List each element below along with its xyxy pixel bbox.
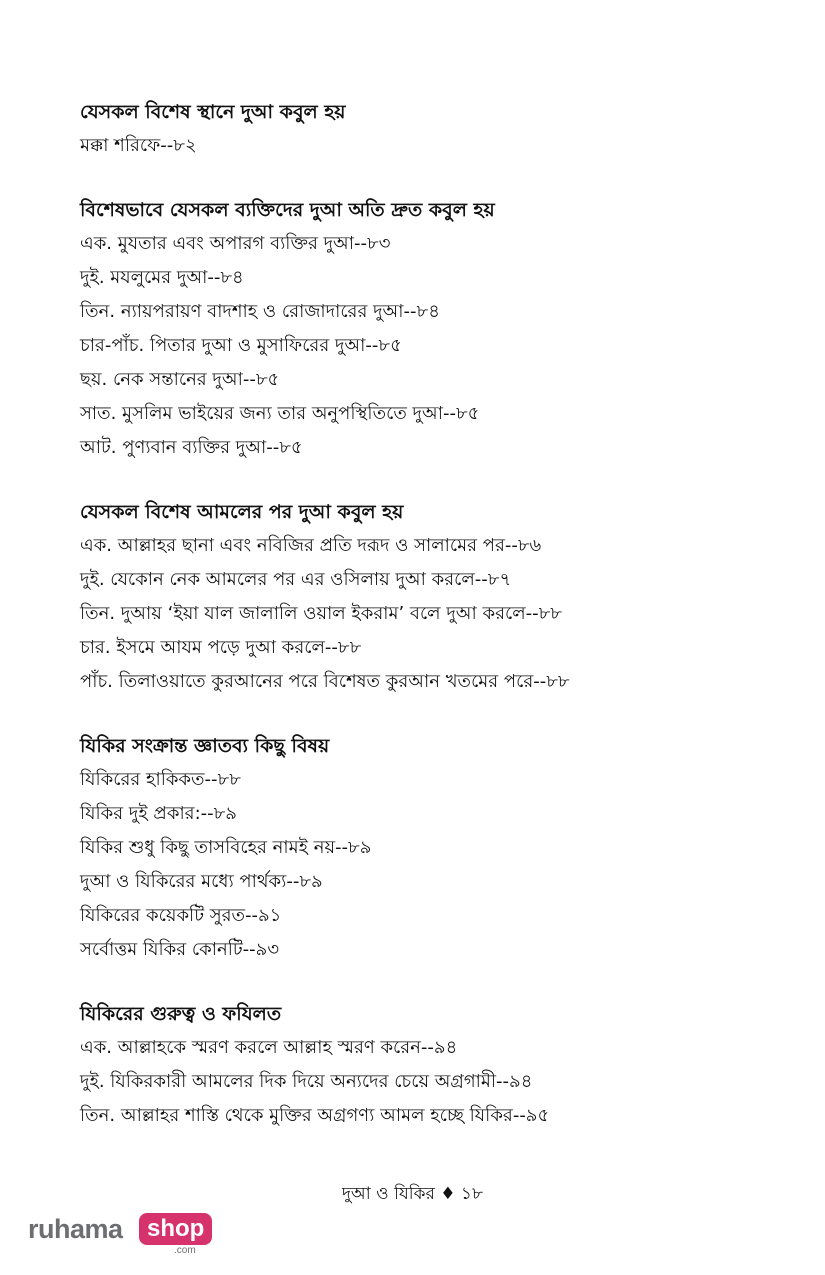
toc-entry: ছয়. নেক সন্তানের দুআ--৮৫	[80, 369, 280, 390]
toc-entry: তিন. ন্যায়পরায়ণ বাদশাহ ও রোজাদারের দুআ--৮৪	[80, 301, 440, 322]
section-heading: যেসকল বিশেষ স্থানে দুআ কবুল হয়	[80, 101, 346, 123]
toc-entry: দুই. যিকিরকারী আমলের দিক দিয়ে অন্যদের চেয়ে অগ্রগামী--৯৪	[80, 1071, 533, 1092]
toc-entry: পাঁচ. তিলাওয়াতে কুরআনের পরে বিশেষত কুরআন খতমের পরে--৮৮	[80, 671, 570, 692]
toc-section	[80, 495, 780, 699]
logo-brand-domain: .com	[174, 1245, 196, 1256]
section-heading: বিশেষভাবে যেসকল ব্যক্তিদের দুআ অতি দ্রুত কবুল হয়	[80, 199, 495, 221]
section-heading: যিকিরের গুরুত্ব ও ফযিলত	[80, 1003, 282, 1025]
page-footer	[0, 1182, 825, 1206]
logo-brand-accent: shop	[139, 1213, 212, 1245]
footer-book-title: দুআ ও যিকির	[342, 1184, 435, 1204]
toc-entry: আট. পুণ্যবান ব্যক্তির দুআ--৮৫	[80, 437, 303, 458]
toc-entry: মক্কা শরিফে--৮২	[80, 135, 197, 156]
toc-entry: যিকিরের হাকিকত--৮৮	[80, 769, 241, 790]
logo-brand-main: ruhama	[28, 1214, 123, 1244]
table-of-contents	[80, 95, 780, 1163]
toc-section	[80, 729, 780, 967]
page-number: ১৮	[460, 1184, 483, 1204]
toc-entry: দুই. মযলুমের দুআ--৮৪	[80, 267, 244, 288]
toc-entry: তিন. আল্লাহর শাস্তি থেকে মুক্তির অগ্রগণ্য আমল হচ্ছে যিকির--৯৫	[80, 1105, 550, 1126]
toc-entry: যিকির শুধু কিছু তাসবিহের নামই নয়--৮৯	[80, 837, 372, 858]
toc-entry: যিকির দুই প্রকার:--৮৯	[80, 803, 237, 824]
section-heading: যিকির সংক্রান্ত জ্ঞাতব্য কিছু বিষয়	[80, 735, 330, 757]
toc-entry: তিন. দুআয় ‘ইয়া যাল জালালি ওয়াল ইকরাম’ বলে দুআ করলে--৮৮	[80, 603, 562, 624]
toc-entry: যিকিরের কয়েকটি সুরত--৯১	[80, 905, 282, 926]
toc-section	[80, 95, 780, 163]
toc-entry: এক. মুযতার এবং অপারগ ব্যক্তির দুআ--৮৩	[80, 233, 391, 254]
toc-entry: দুই. যেকোন নেক আমলের পর এর ওসিলায় দুআ করলে--৮৭	[80, 569, 512, 590]
toc-entry: এক. আল্লাহর ছানা এবং নবিজির প্রতি দরূদ ও সালামের পর--৮৬	[80, 535, 542, 556]
watermark-logo	[28, 1210, 228, 1260]
toc-entry: চার-পাঁচ. পিতার দুআ ও মুসাফিরের দুআ--৮৫	[80, 335, 402, 356]
toc-entry: এক. আল্লাহকে স্মরণ করলে আল্লাহ স্মরণ করেন--৯৪	[80, 1037, 458, 1058]
toc-entry: সাত. মুসলিম ভাইয়ের জন্য তার অনুপস্থিতিতে দুআ--৮৫	[80, 403, 480, 424]
diamond-icon: ♦	[440, 1184, 456, 1204]
section-heading: যেসকল বিশেষ আমলের পর দুআ কবুল হয়	[80, 501, 404, 523]
toc-entry: দুআ ও যিকিরের মধ্যে পার্থক্য--৮৯	[80, 871, 323, 892]
toc-entry: সর্বোত্তম যিকির কোনটি--৯৩	[80, 939, 280, 960]
toc-entry: চার. ইসমে আযম পড়ে দুআ করলে--৮৮	[80, 637, 362, 658]
toc-section	[80, 997, 780, 1133]
toc-section	[80, 193, 780, 465]
